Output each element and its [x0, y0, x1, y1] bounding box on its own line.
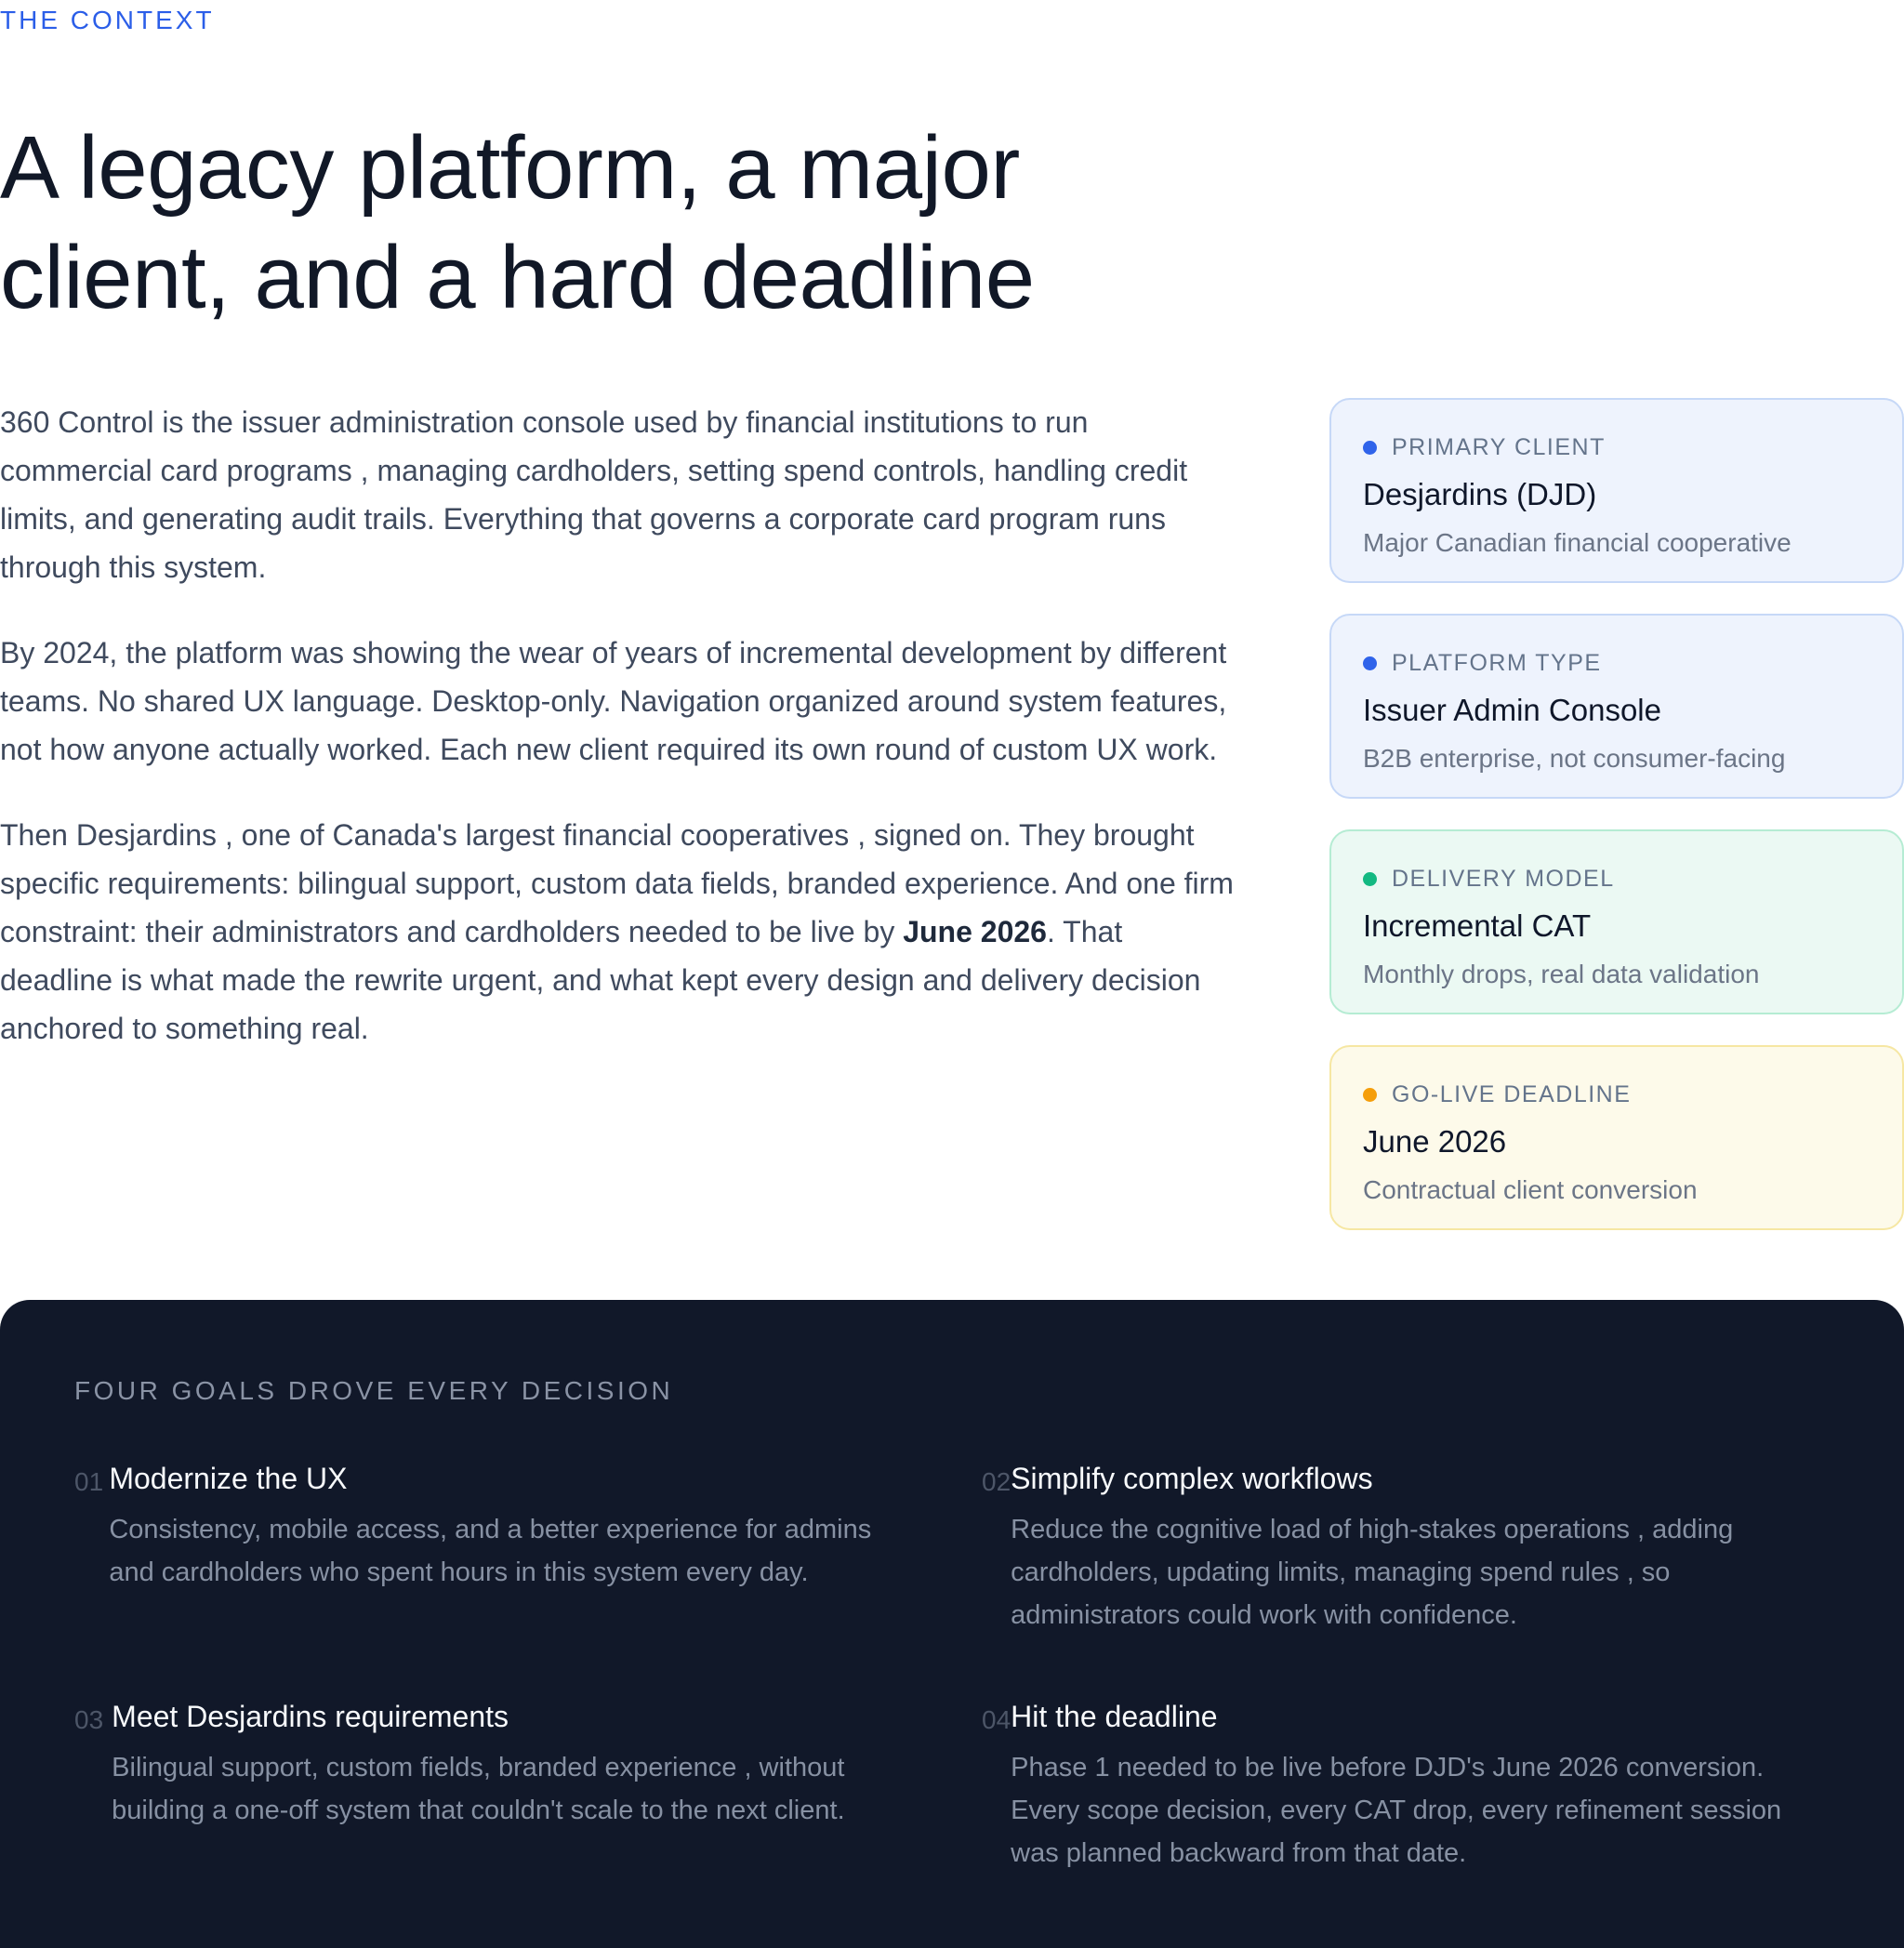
paragraph-client — [0, 811, 1236, 1053]
status-dot-icon — [1363, 872, 1377, 886]
goal-item — [74, 1460, 892, 1594]
goal-title: Meet Desjardins requirements — [112, 1700, 509, 1733]
paragraph-history: By 2024, the platform was showing the wear of years of incremental development by different teams. No shared UX language. Desktop-only. Navigation organized around system features, not how anyone actually worked. Each new client required its own round of custom UX work. — [0, 636, 1227, 766]
card-primary-client — [1329, 398, 1904, 583]
goal-number: 03 — [74, 1705, 104, 1734]
card-description: Major Canadian financial cooperative — [1363, 528, 1792, 557]
card-label: GO-LIVE DEADLINE — [1392, 1080, 1632, 1107]
fact-cards — [1329, 398, 1904, 1261]
card-description: Contractual client conversion — [1363, 1175, 1698, 1204]
card-description: B2B enterprise, not consumer-facing — [1363, 744, 1786, 773]
goals-heading: FOUR GOALS DROVE EVERY DECISION — [74, 1376, 674, 1405]
goal-item — [982, 1460, 1818, 1637]
goal-number: 04 — [982, 1705, 1012, 1734]
goal-title: Modernize the UX — [109, 1462, 348, 1495]
goal-description: Phase 1 needed to be live before DJD's June 2026 conversion. Every scope decision, every CAT drop, every refinement session was planned backward from that date. — [1011, 1753, 1782, 1868]
card-title: Incremental CAT — [1363, 908, 1592, 943]
title-line-1: A legacy platform, a major — [0, 118, 1020, 218]
card-description: Monthly drops, real data validation — [1363, 960, 1760, 988]
card-title: Desjardins (DJD) — [1363, 477, 1597, 511]
card-platform-type — [1329, 614, 1904, 799]
card-go-live-deadline — [1329, 1045, 1904, 1230]
card-title: Issuer Admin Console — [1363, 693, 1661, 727]
section-eyebrow: THE CONTEXT — [0, 6, 215, 34]
page-title — [0, 113, 1246, 333]
goal-number: 02 — [982, 1467, 1012, 1496]
goal-item — [74, 1698, 911, 1832]
title-line-2: client, and a hard deadline — [0, 228, 1035, 327]
goal-title: Hit the deadline — [1011, 1700, 1218, 1733]
context-body — [0, 398, 1236, 1090]
goals-panel — [0, 1300, 1904, 1948]
goal-number: 01 — [74, 1467, 104, 1496]
goal-description: Consistency, mobile access, and a better experience for admins and cardholders who spent hours in this system every day. — [109, 1515, 872, 1587]
goal-description: Bilingual support, custom fields, branded experience , without building a one-off system that couldn't scale to the next client. — [112, 1753, 845, 1825]
status-dot-icon — [1363, 441, 1377, 455]
goal-item — [982, 1698, 1818, 1875]
goal-title: Simplify complex workflows — [1011, 1462, 1373, 1495]
goal-description: Reduce the cognitive load of high-stakes operations , adding cardholders, updating limits, managing spend rules , so administrators could work with confidence. — [1011, 1515, 1734, 1630]
paragraph-client-text-end: . That deadline is what made the rewrite urgent, and what kept every design and delivery decision anchored to something real. — [0, 915, 1201, 1045]
card-label: PLATFORM TYPE — [1392, 649, 1602, 676]
card-label: DELIVERY MODEL — [1392, 865, 1615, 892]
card-title: June 2026 — [1363, 1124, 1507, 1159]
paragraph-client-text: Then Desjardins , one of Canada's largest financial cooperatives , signed on. They brought specific requirements: bilingual support, custom data fields, branded experience. And one firm constraint: their administrators and cardholders needed to be live by — [0, 818, 1234, 948]
deadline-emphasis: June 2026 — [903, 915, 1047, 948]
status-dot-icon — [1363, 1088, 1377, 1102]
card-delivery-model — [1329, 829, 1904, 1014]
status-dot-icon — [1363, 656, 1377, 670]
card-label: PRIMARY CLIENT — [1392, 433, 1606, 460]
paragraph-intro: 360 Control is the issuer administration console used by financial institutions to run commercial card programs , managing cardholders, setting spend controls, handling credit limits, and generating audit trails. Everything that governs a corporate card program runs through this system. — [0, 405, 1188, 584]
